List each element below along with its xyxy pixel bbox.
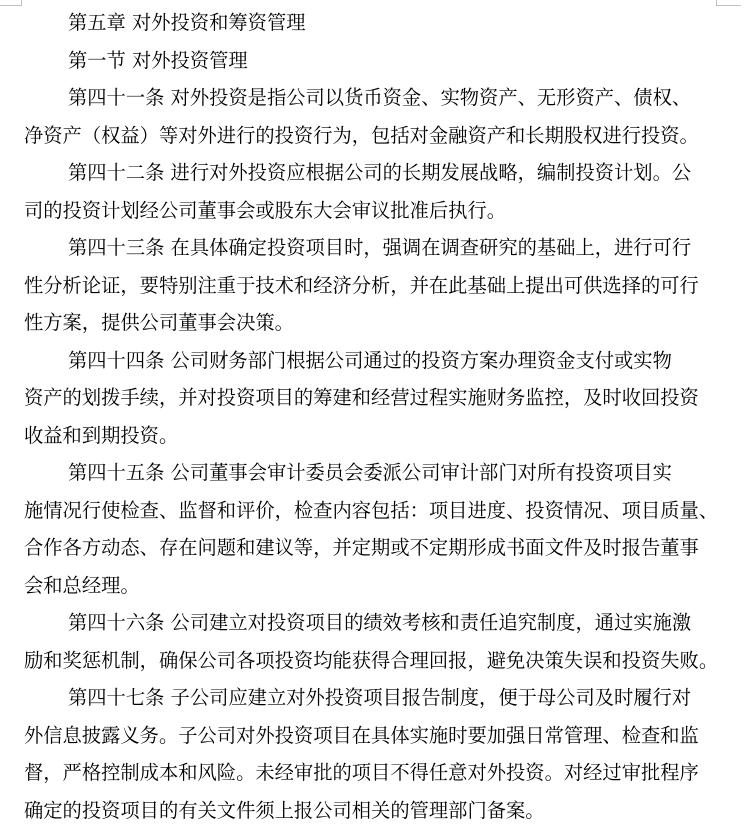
article-line: 第四十三条 在具体确定投资项目时，强调在调查研究的基础上，进行可行 — [24, 229, 694, 267]
article-47 — [24, 679, 694, 829]
article-41 — [24, 79, 694, 154]
article-line: 第四十二条 进行对外投资应根据公司的长期发展战略，编制投资计划。公 — [24, 154, 694, 192]
article-line: 第四十七条 子公司应建立对外投资项目报告制度，便于母公司及时履行对 — [24, 679, 694, 717]
article-line: 第四十一条 对外投资是指公司以货币资金、实物资产、无形资产、债权、 — [24, 79, 694, 117]
article-line: 会和总经理。 — [24, 567, 694, 605]
article-line: 施情况行使检查、监督和评价，检查内容包括：项目进度、投资情况、项目质量、 — [24, 492, 694, 530]
article-line: 资产的划拨手续，并对投资项目的筹建和经营过程实施财务监控，及时收回投资 — [24, 379, 694, 417]
article-44 — [24, 342, 694, 455]
article-46 — [24, 604, 694, 679]
article-line: 确定的投资项目的有关文件须上报公司相关的管理部门备案。 — [24, 792, 694, 829]
article-line: 净资产（权益）等对外进行的投资行为，包括对金融资产和长期股权进行投资。 — [24, 117, 694, 155]
article-line: 第四十六条 公司建立对投资项目的绩效考核和责任追究制度，通过实施激 — [24, 604, 694, 642]
article-line: 性分析论证，要特别注重于技术和经济分析，并在此基础上提出可供选择的可行 — [24, 267, 694, 305]
section-title: 第一节 对外投资管理 — [24, 42, 694, 80]
article-line: 性方案，提供公司董事会决策。 — [24, 304, 694, 342]
article-line: 合作各方动态、存在问题和建议等，并定期或不定期形成书面文件及时报告董事 — [24, 529, 694, 567]
article-line: 第四十四条 公司财务部门根据公司通过的投资方案办理资金支付或实物 — [24, 342, 694, 380]
article-line: 第四十五条 公司董事会审计委员会委派公司审计部门对所有投资项目实 — [24, 454, 694, 492]
page-corner-mark-top-right — [716, 0, 741, 6]
page-corner-mark-top-left — [0, 0, 22, 6]
article-42 — [24, 154, 694, 229]
document-page — [24, 4, 694, 829]
article-line: 励和奖惩机制，确保公司各项投资均能获得合理回报，避免决策失误和投资失败。 — [24, 642, 694, 680]
article-43 — [24, 229, 694, 342]
chapter-title: 第五章 对外投资和筹资管理 — [24, 4, 694, 42]
article-line: 司的投资计划经公司董事会或股东大会审议批准后执行。 — [24, 192, 694, 230]
article-line: 外信息披露义务。子公司对外投资项目在具体实施时要加强日常管理、检查和监 — [24, 717, 694, 755]
article-45 — [24, 454, 694, 604]
article-line: 督，严格控制成本和风险。未经审批的项目不得任意对外投资。对经过审批程序 — [24, 754, 694, 792]
article-line: 收益和到期投资。 — [24, 417, 694, 455]
